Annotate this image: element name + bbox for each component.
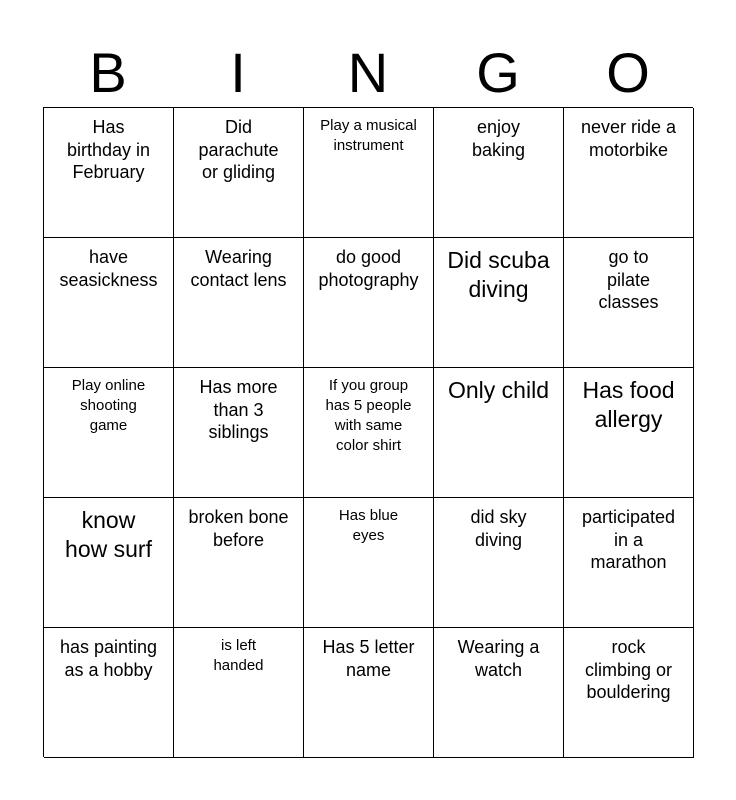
- cell-text: Play a musical instrument: [320, 117, 417, 154]
- header-letter-i: I: [230, 41, 246, 104]
- bingo-cell[interactable]: [304, 238, 434, 368]
- bingo-cell[interactable]: [174, 628, 304, 758]
- cell-text: Has blue eyes: [338, 507, 399, 544]
- bingo-cell[interactable]: [564, 498, 694, 628]
- header-letter-o: O: [606, 41, 650, 104]
- cell-text: do good photography: [318, 247, 419, 290]
- cell-text: Did scuba diving: [447, 247, 550, 302]
- bingo-cell[interactable]: [304, 628, 434, 758]
- bingo-cell[interactable]: [564, 108, 694, 238]
- bingo-cell[interactable]: [434, 368, 564, 498]
- bingo-cell[interactable]: [564, 368, 694, 498]
- bingo-cell[interactable]: [434, 108, 564, 238]
- cell-text: participated in a marathon: [581, 507, 676, 572]
- cell-text: Did parachute or gliding: [198, 117, 279, 182]
- cell-text: broken bone before: [188, 507, 289, 550]
- cell-text: rock climbing or bouldering: [584, 637, 673, 702]
- header-letter-g: G: [476, 41, 520, 104]
- header-letter-b: B: [89, 41, 127, 104]
- bingo-cell[interactable]: [44, 628, 174, 758]
- cell-text: Has 5 letter name: [322, 637, 415, 680]
- cell-text: never ride a motorbike: [580, 117, 677, 160]
- bingo-cell[interactable]: [44, 498, 174, 628]
- cell-text: Wearing contact lens: [190, 247, 287, 290]
- bingo-cell[interactable]: [174, 498, 304, 628]
- bingo-cell[interactable]: [44, 238, 174, 368]
- cell-text: Play online shooting game: [71, 377, 146, 434]
- bingo-board: [43, 107, 693, 757]
- bingo-cell[interactable]: [174, 238, 304, 368]
- header-letter-n: N: [347, 41, 389, 104]
- bingo-cell[interactable]: [564, 238, 694, 368]
- bingo-cell[interactable]: [304, 368, 434, 498]
- bingo-cell[interactable]: [44, 368, 174, 498]
- bingo-cell[interactable]: [174, 108, 304, 238]
- cell-text: have seasickness: [59, 247, 158, 290]
- bingo-cell[interactable]: [434, 498, 564, 628]
- cell-text: know how surf: [65, 507, 152, 562]
- bingo-cell[interactable]: [434, 628, 564, 758]
- cell-text: Wearing a watch: [457, 637, 540, 680]
- cell-text: Has birthday in February: [66, 117, 151, 182]
- bingo-cell[interactable]: [44, 108, 174, 238]
- bingo-cell[interactable]: [304, 108, 434, 238]
- bingo-cell[interactable]: [174, 368, 304, 498]
- cell-text: Has more than 3 siblings: [199, 377, 278, 442]
- cell-text: go to pilate classes: [598, 247, 659, 312]
- cell-text: Only child: [448, 377, 549, 403]
- cell-text: is left handed: [213, 637, 264, 674]
- cell-text: has painting as a hobby: [59, 637, 158, 680]
- bingo-cell[interactable]: [434, 238, 564, 368]
- cell-text: did sky diving: [470, 507, 527, 550]
- bingo-cell[interactable]: [304, 498, 434, 628]
- bingo-header: [43, 38, 693, 108]
- bingo-cell[interactable]: [564, 628, 694, 758]
- cell-text: Has food allergy: [582, 377, 675, 432]
- cell-text: enjoy baking: [471, 117, 526, 160]
- cell-text: If you group has 5 people with same color shirt: [325, 377, 412, 454]
